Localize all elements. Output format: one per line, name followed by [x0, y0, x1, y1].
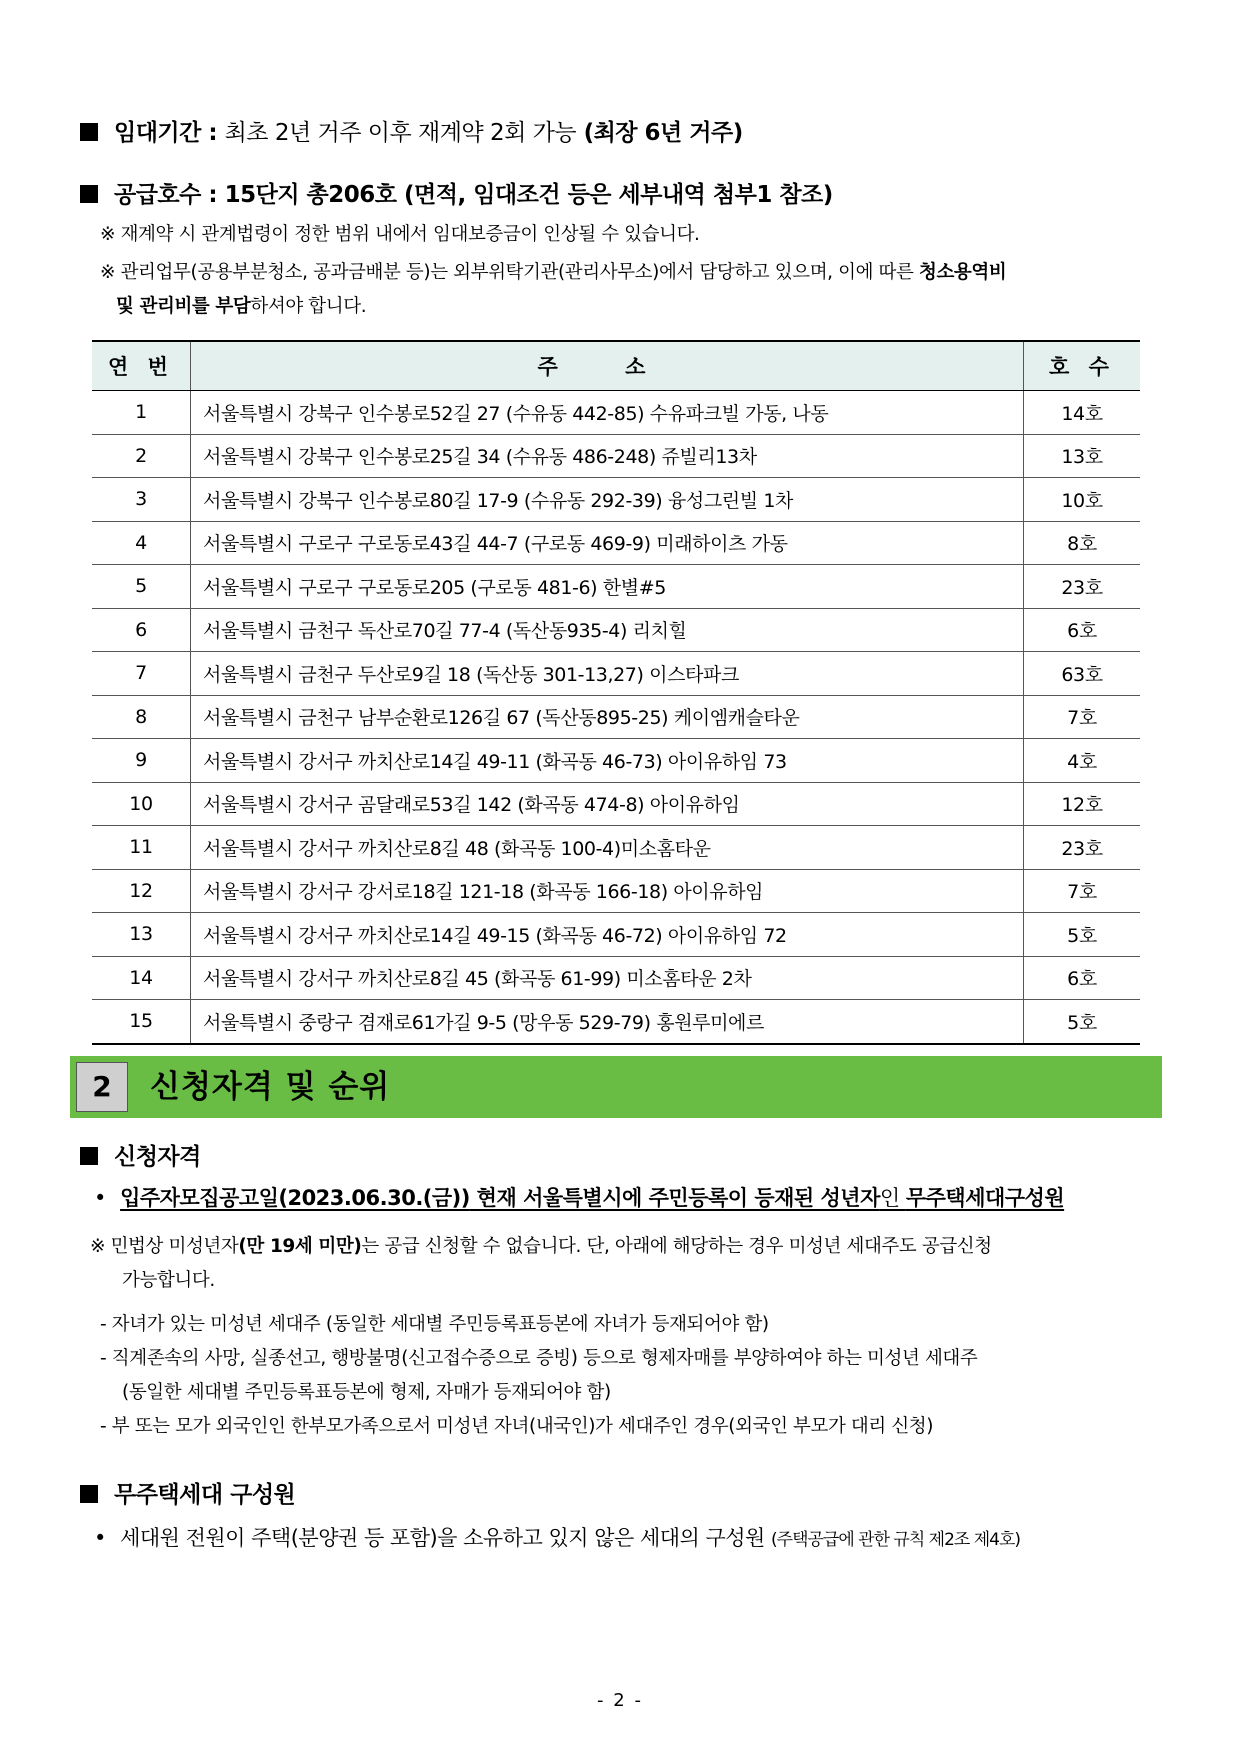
bullet-icon: •	[94, 1186, 106, 1210]
household-text: 세대원 전원이 주택(분양권 등 포함)을 소유하고 있지 않은 세대의 구성원	[120, 1526, 765, 1550]
row-address: 서울특별시 강서구 강서로18길 121-18 (화곡동 166-18) 아이유하임	[191, 869, 1024, 913]
row-no: 5	[92, 565, 191, 609]
square-bullet-icon	[80, 1147, 98, 1165]
note-management-fee: 및 관리비를 부담	[116, 296, 251, 317]
eligibility-resident: 현재 서울특별시에 주민등록이 등재된 성년자	[469, 1186, 880, 1210]
household-heading	[80, 1476, 295, 1509]
table-row	[92, 782, 1140, 826]
row-no: 14	[92, 956, 191, 1000]
row-no: 10	[92, 782, 191, 826]
note-management-cleaning: 청소용역비	[918, 262, 1007, 283]
eligibility-underlined	[120, 1186, 1064, 1210]
minor-note-c: 는 공급 신청할 수 없습니다. 단, 아래에 해당하는 경우 미성년 세대주도 공급신청	[361, 1236, 992, 1257]
minor-note-age: (만 19세 미만)	[238, 1236, 362, 1257]
note-management-end: 하셔야 합니다.	[250, 296, 367, 317]
minor-case-1: - 자녀가 있는 미성년 세대주 (동일한 세대별 주민등록표등본에 자녀가 등재되어야 함)	[100, 1314, 769, 1335]
table-row	[92, 521, 1140, 565]
table-row	[92, 652, 1140, 696]
table-row	[92, 434, 1140, 478]
row-no: 15	[92, 1000, 191, 1044]
lease-period-text: 최초 2년 거주 이후 재계약 2회 가능	[224, 120, 577, 146]
table-row	[92, 956, 1140, 1000]
note-management	[100, 258, 1160, 288]
section-title: 신청자격 및 순위	[150, 1069, 391, 1105]
square-bullet-icon	[80, 1485, 98, 1503]
eligibility-homeless: 무주택세대구성원	[905, 1186, 1065, 1210]
household-heading-text: 무주택세대 구성원	[114, 1482, 296, 1508]
minor-case-2-cont: (동일한 세대별 주민등록표등본에 형제, 자매가 등재되어야 함)	[122, 1382, 611, 1403]
row-address: 서울특별시 강북구 인수봉로80길 17-9 (수유동 292-39) 융성그린빌 1차	[191, 478, 1024, 522]
header-no: 연 번	[92, 341, 191, 391]
table-row	[92, 739, 1140, 783]
note-management-text: ※ 관리업무(공용부분청소, 공과금배분 등)는 외부위탁기관(관리사무소)에서 담당하고 있으며, 이에 따른	[100, 262, 914, 283]
row-address: 서울특별시 강북구 인수봉로52길 27 (수유동 442-85) 수유파크빌 가동, 나동	[191, 391, 1024, 435]
square-bullet-icon	[80, 123, 98, 141]
row-address: 서울특별시 금천구 두산로9길 18 (독산동 301-13,27) 이스타파크	[191, 652, 1024, 696]
minor-case-3: - 부 또는 모가 외국인인 한부모가족으로서 미성년 자녀(내국인)가 세대주인 경우(외국인 부모가 대리 신청)	[100, 1416, 934, 1437]
table-row	[92, 391, 1140, 435]
lease-period-max: (최장 6년 거주)	[583, 120, 743, 146]
row-address: 서울특별시 강서구 까치산로14길 49-11 (화곡동 46-73) 아이유하임 73	[191, 739, 1024, 783]
row-count: 8호	[1024, 521, 1141, 565]
row-count: 6호	[1024, 608, 1141, 652]
note-rent-increase: ※ 재계약 시 관계법령이 정한 범위 내에서 임대보증금이 인상될 수 있습니다.	[100, 224, 700, 245]
section-number: 2	[76, 1062, 128, 1112]
row-address: 서울특별시 금천구 남부순환로126길 67 (독산동895-25) 케이엠캐슬타운	[191, 695, 1024, 739]
square-bullet-icon	[80, 185, 98, 203]
row-no: 9	[92, 739, 191, 783]
row-no: 1	[92, 391, 191, 435]
table-row	[92, 913, 1140, 957]
row-count: 5호	[1024, 913, 1141, 957]
row-address: 서울특별시 금천구 독산로70길 77-4 (독산동935-4) 리치힐	[191, 608, 1024, 652]
minor-note-a: ※ 민법상 미성년자	[90, 1236, 239, 1257]
row-count: 5호	[1024, 1000, 1141, 1044]
row-count: 63호	[1024, 652, 1141, 696]
row-address: 서울특별시 구로구 구로동로205 (구로동 481-6) 한별#5	[191, 565, 1024, 609]
note-management-cont	[116, 292, 366, 322]
table-row	[92, 565, 1140, 609]
lease-period-label: 임대기간 :	[114, 120, 218, 146]
row-count: 4호	[1024, 739, 1141, 783]
row-address: 서울특별시 강서구 곰달래로53길 142 (화곡동 474-8) 아이유하임	[191, 782, 1024, 826]
row-count: 14호	[1024, 391, 1141, 435]
units-table	[92, 340, 1140, 1045]
eligibility-main	[94, 1182, 1064, 1212]
row-count: 12호	[1024, 782, 1141, 826]
row-count: 13호	[1024, 434, 1141, 478]
eligibility-heading-text: 신청자격	[114, 1144, 201, 1170]
table-row	[92, 608, 1140, 652]
minor-case-2: - 직계존속의 사망, 실종선고, 행방불명(신고접수증으로 증빙) 등으로 형제자매를 부양하여야 하는 미성년 세대주	[100, 1348, 978, 1369]
table-row	[92, 478, 1140, 522]
section-2-banner	[70, 1056, 1162, 1118]
eligibility-connector: 인	[879, 1186, 906, 1210]
row-no: 12	[92, 869, 191, 913]
minor-note-cont: 가능합니다.	[122, 1270, 215, 1291]
row-no: 7	[92, 652, 191, 696]
row-no: 11	[92, 826, 191, 870]
row-count: 23호	[1024, 826, 1141, 870]
row-count: 6호	[1024, 956, 1141, 1000]
row-no: 6	[92, 608, 191, 652]
table-row	[92, 1000, 1140, 1044]
row-no: 4	[92, 521, 191, 565]
eligibility-heading	[80, 1138, 201, 1171]
row-address: 서울특별시 중랑구 겸재로61가길 9-5 (망우동 529-79) 홍원루미에르	[191, 1000, 1024, 1044]
page-number: - 2 -	[597, 1690, 643, 1711]
row-address: 서울특별시 강서구 까치산로14길 49-15 (화곡동 46-72) 아이유하임 72	[191, 913, 1024, 957]
row-no: 13	[92, 913, 191, 957]
row-address: 서울특별시 구로구 구로동로43길 44-7 (구로동 469-9) 미래하이츠 가동	[191, 521, 1024, 565]
row-count: 23호	[1024, 565, 1141, 609]
row-count: 7호	[1024, 695, 1141, 739]
table-row	[92, 695, 1140, 739]
eligibility-date: 입주자모집공고일(2023.06.30.(금))	[120, 1186, 470, 1210]
minor-note	[90, 1232, 992, 1262]
supply-count-text: 15단지 총206호 (면적, 임대조건 등은 세부내역 첨부1 참조)	[224, 182, 833, 208]
lease-period-heading	[80, 114, 743, 147]
supply-count-label: 공급호수 :	[114, 182, 218, 208]
row-count: 10호	[1024, 478, 1141, 522]
row-no: 2	[92, 434, 191, 478]
header-address: 주 소	[191, 341, 1024, 391]
table-row	[92, 869, 1140, 913]
row-no: 8	[92, 695, 191, 739]
household-reference: (주택공급에 관한 규칙 제2조 제4호)	[771, 1530, 1021, 1550]
table-row	[92, 826, 1140, 870]
bullet-icon: •	[94, 1526, 106, 1550]
table-header-row	[92, 341, 1140, 391]
row-address: 서울특별시 강북구 인수봉로25길 34 (수유동 486-248) 쥬빌리13차	[191, 434, 1024, 478]
row-address: 서울특별시 강서구 까치산로8길 45 (화곡동 61-99) 미소홈타운 2차	[191, 956, 1024, 1000]
supply-count-heading	[80, 176, 833, 209]
row-no: 3	[92, 478, 191, 522]
row-count: 7호	[1024, 869, 1141, 913]
row-address: 서울특별시 강서구 까치산로8길 48 (화곡동 100-4)미소홈타운	[191, 826, 1024, 870]
header-count: 호 수	[1024, 341, 1141, 391]
household-definition	[94, 1522, 1020, 1552]
